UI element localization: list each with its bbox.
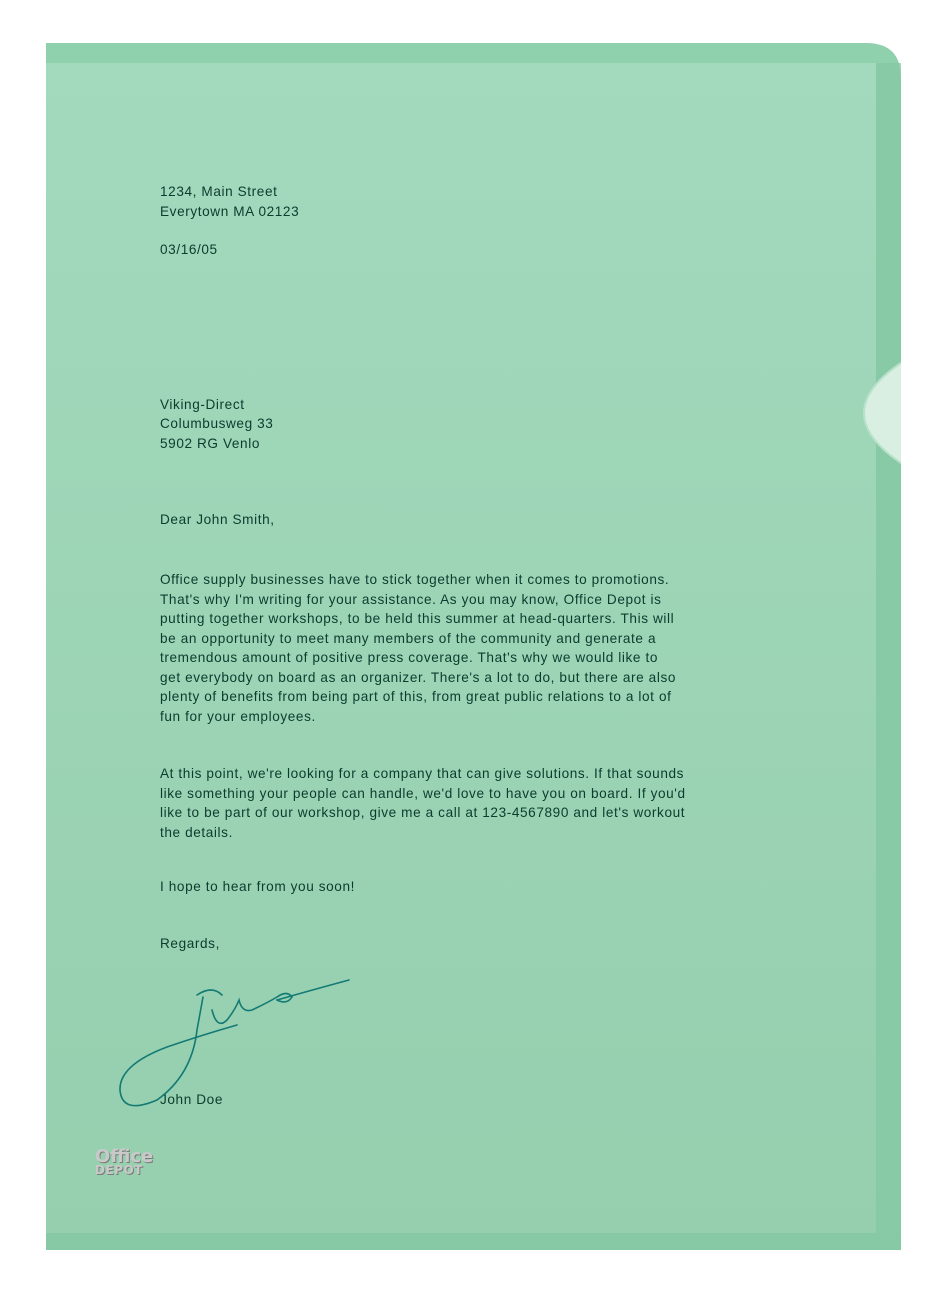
handwritten-signature	[117, 975, 357, 1115]
paragraph-line: be an opportunity to meet many members of the community and generate a	[160, 630, 657, 646]
paragraph-line: plenty of benefits from being part of this, from great public relations to a lot of	[160, 689, 672, 704]
paragraph-line: the details.	[160, 824, 233, 840]
paragraph-1	[160, 570, 800, 726]
paragraph-2	[160, 764, 800, 842]
paragraph-line: Office supply businesses have to stick together when it comes to promotions.	[160, 572, 670, 587]
paragraph-line: fun for your employees.	[160, 708, 316, 724]
signature-name: John Doe	[160, 1092, 223, 1107]
paragraph-line: That's why I'm writing for your assistance. As you may know, Office Depot is	[160, 591, 662, 607]
paragraph-line: putting together workshops, to be held this summer at head-quarters. This will	[160, 611, 675, 626]
recipient-company: Viking-Direct	[160, 397, 245, 412]
sender-city: Everytown MA 02123	[160, 204, 300, 219]
closing-line: I hope to hear from you soon!	[160, 879, 355, 894]
sender-street: 1234, Main Street	[160, 184, 278, 199]
logo-line-2: DEPOT	[95, 1163, 143, 1177]
paragraph-line: get everybody on board as an organizer. There's a lot to do, but there are also	[160, 669, 677, 685]
office-depot-logo	[95, 1148, 153, 1176]
letter-date: 03/16/05	[160, 242, 218, 257]
paragraph-line: tremendous amount of positive press coverage. That's why we would like to	[160, 650, 658, 665]
recipient-street: Columbusweg 33	[160, 416, 274, 431]
logo-line-1: Office	[95, 1146, 154, 1167]
paragraph-line: At this point, we're looking for a company that can give solutions. If that sounds	[160, 766, 685, 781]
salutation: Dear John Smith,	[160, 512, 275, 527]
regards: Regards,	[160, 936, 220, 951]
recipient-city: 5902 RG Venlo	[160, 436, 261, 451]
paragraph-line: like to be part of our workshop, give me a call at 123-4567890 and let's workout	[160, 805, 686, 820]
paragraph-line: like something your people can handle, we'd love to have you on board. If you'd	[160, 785, 686, 801]
